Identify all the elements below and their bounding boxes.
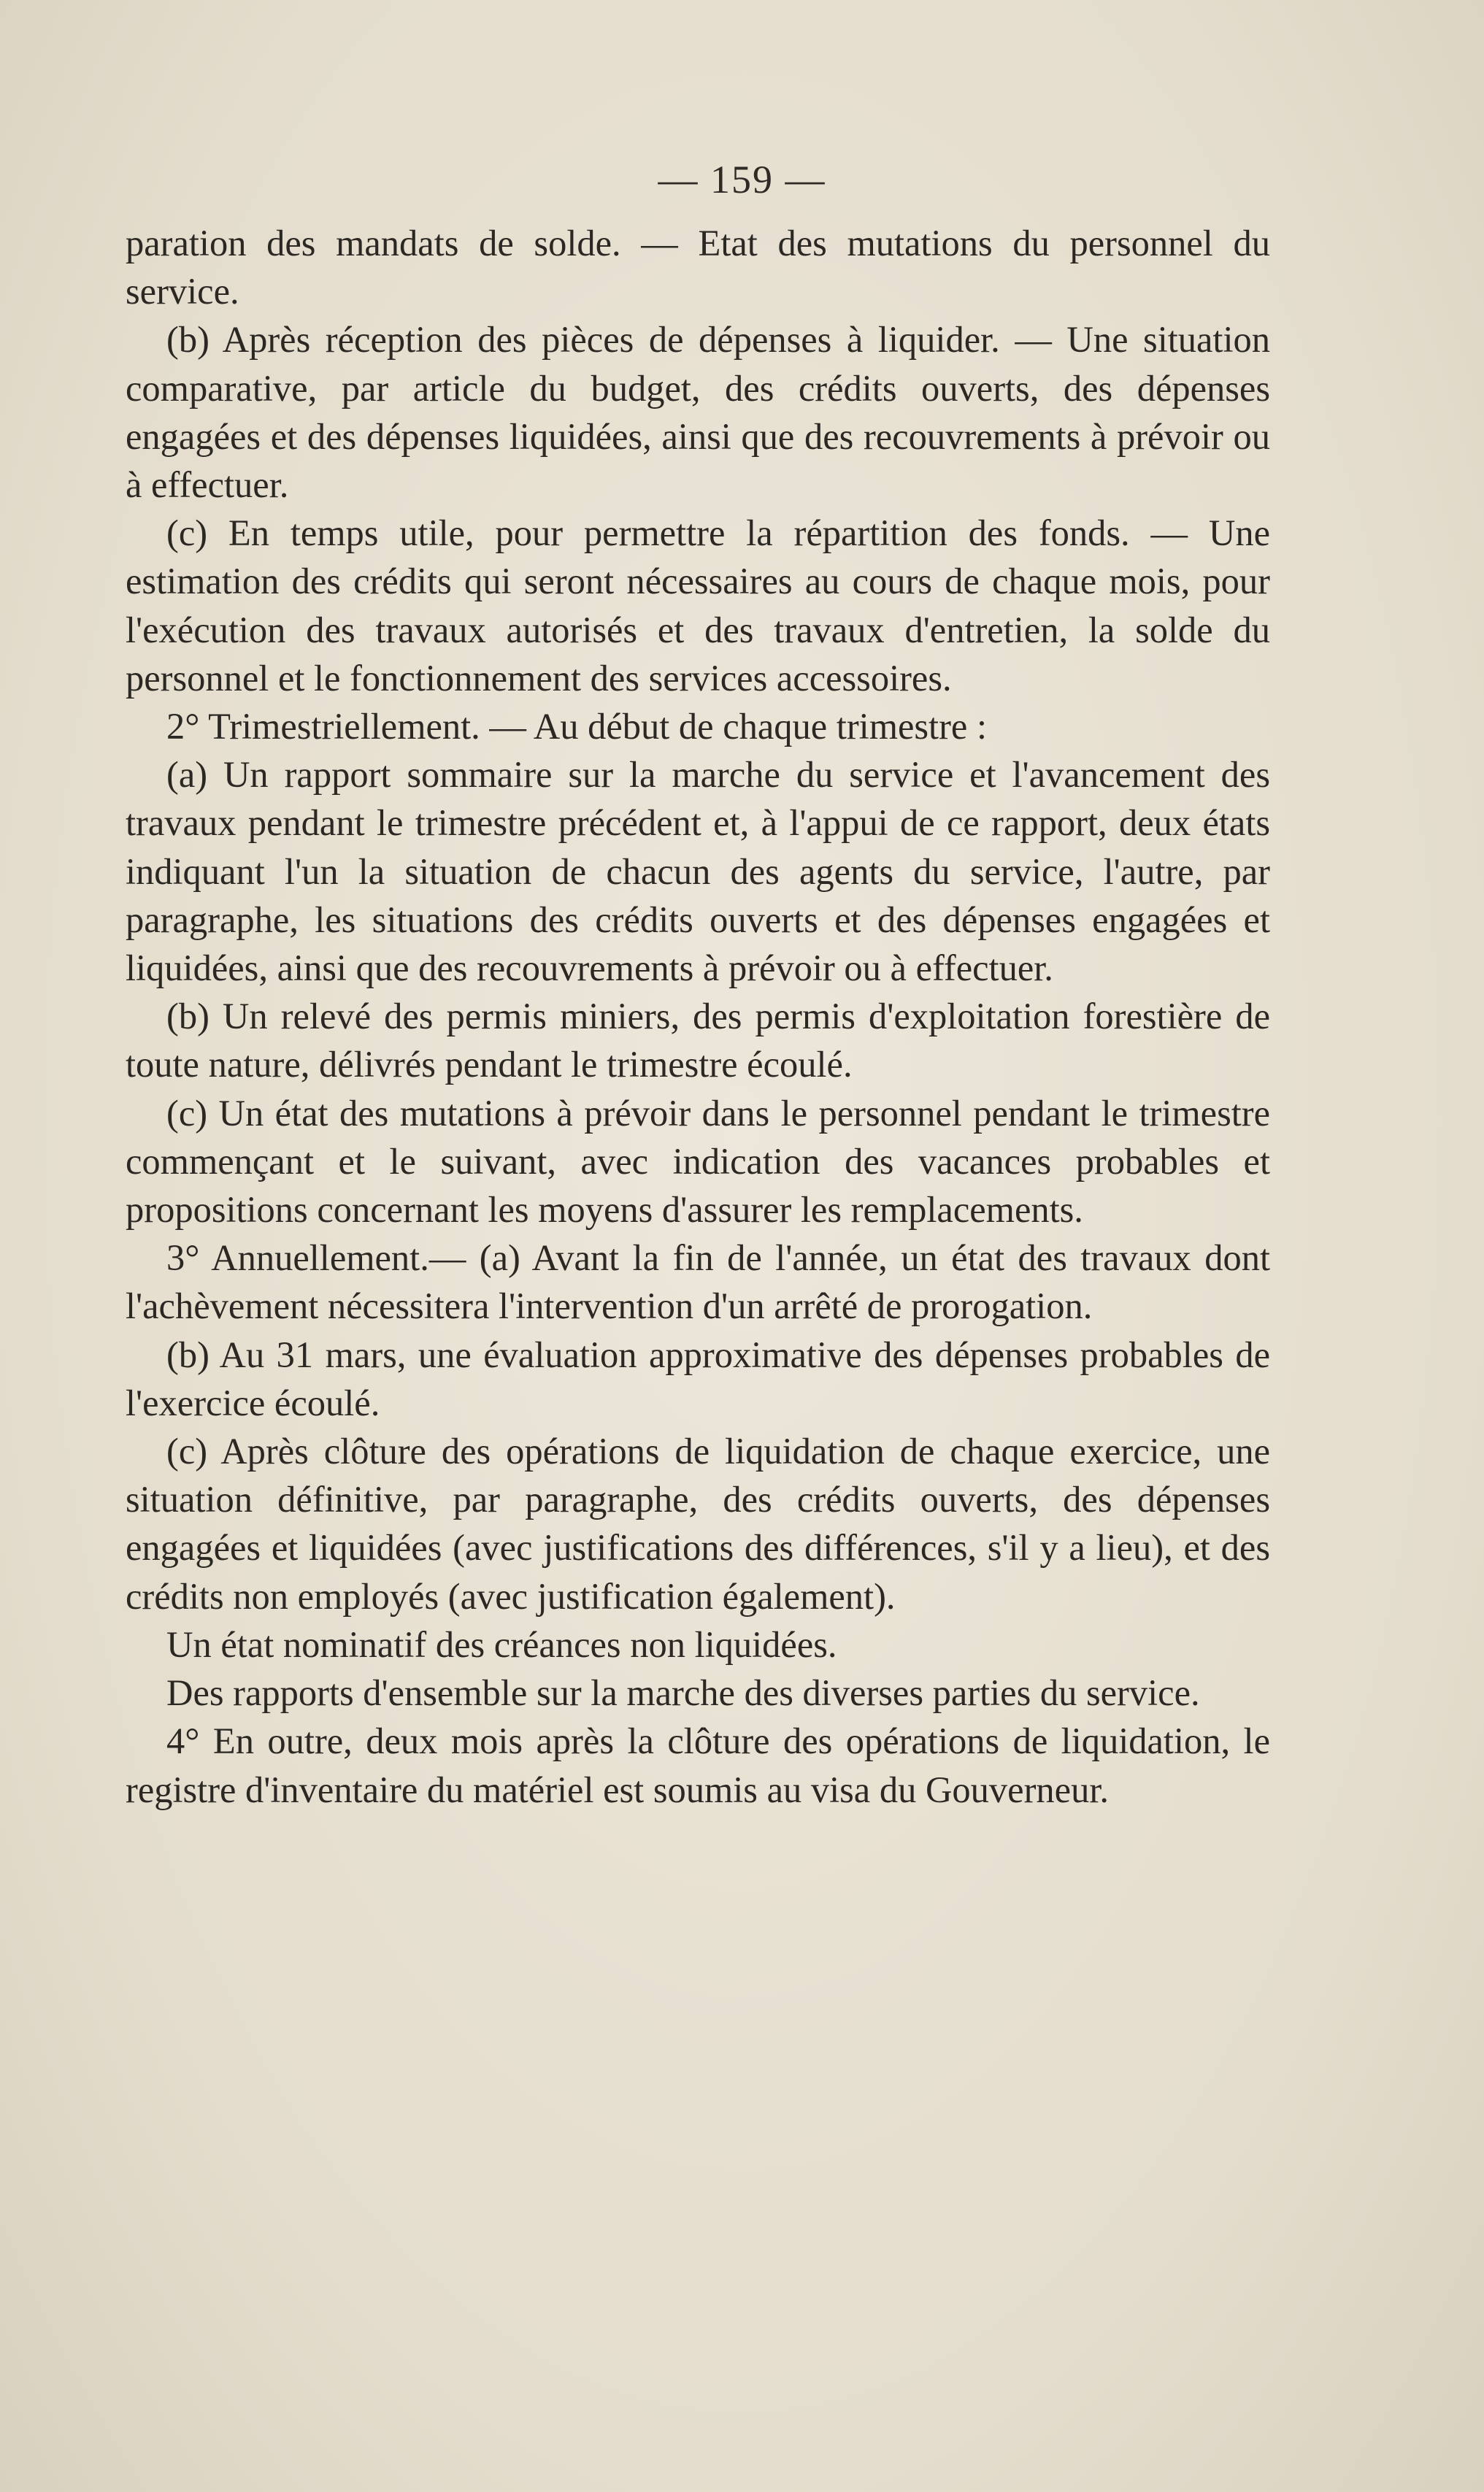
page-number: — 159 — [658,158,826,201]
paragraph: Un état nominatif des créances non liquidées. [166,1623,837,1665]
paragraph: (c) Un état des mutations à prévoir dans le personnel pendant le trimestre commençant et le suivant, avec indication des vacances probables et propositions concernant les moyens d'assurer les remplacements. [126,1092,1270,1231]
paragraph: (c) En temps utile, pour permettre la répartition des fonds. — Une estimation des crédits qui seront nécessaires au cours de chaque mois, pour l'exécution des travaux autorisés et des travaux d'entretien, la solde du personnel et le fonctionnement des services accessoires. [126,512,1270,699]
paragraph: (b) Au 31 mars, une évaluation approximative des dépenses probables de l'exercice écoulé. [126,1334,1270,1423]
paragraph: (b) Après réception des pièces de dépenses à liquider. — Une situation comparative, par article du budget, des crédits ouverts, des dépenses engagées et des dépenses liquidées, ainsi que des recouvrements à prévoir ou à effectuer. [126,319,1270,506]
body-text [126,219,1270,1814]
paragraph: Des rapports d'ensemble sur la marche des diverses parties du service. [166,1672,1200,1714]
paragraph: 2° Trimestriellement. — Au début de chaque trimestre : [166,706,987,747]
paragraph: paration des mandats de solde. — Etat des mutations du personnel du service. [126,223,1270,312]
paragraph: 3° Annuellement.— (a) Avant la fin de l'année, un état des travaux dont l'achèvement nécessitera l'intervention d'un arrêté de prorogation. [126,1237,1270,1327]
paragraph: (c) Après clôture des opérations de liquidation de chaque exercice, une situation définitive, par paragraphe, des crédits ouverts, des dépenses engagées et liquidées (avec justifications des différences, s'il y a lieu), et des crédits non employés (avec justification également). [126,1431,1270,1617]
paragraph: (b) Un relevé des permis miniers, des permis d'exploitation forestière de toute nature, délivrés pendant le trimestre écoulé. [126,996,1270,1085]
paragraph: 4° En outre, deux mois après la clôture des opérations de liquidation, le registre d'inventaire du matériel est soumis au visa du Gouverneur. [126,1720,1270,1810]
paragraph: (a) Un rapport sommaire sur la marche du service et l'avancement des travaux pendant le trimestre précédent et, à l'appui de ce rapport, deux états indiquant l'un la situation de chacun des agents du service, l'autre, par paragraphe, les situations des crédits ouverts et des dépenses engagées et liquidées, ainsi que des recouvrements à prévoir ou à effectuer. [126,754,1270,989]
